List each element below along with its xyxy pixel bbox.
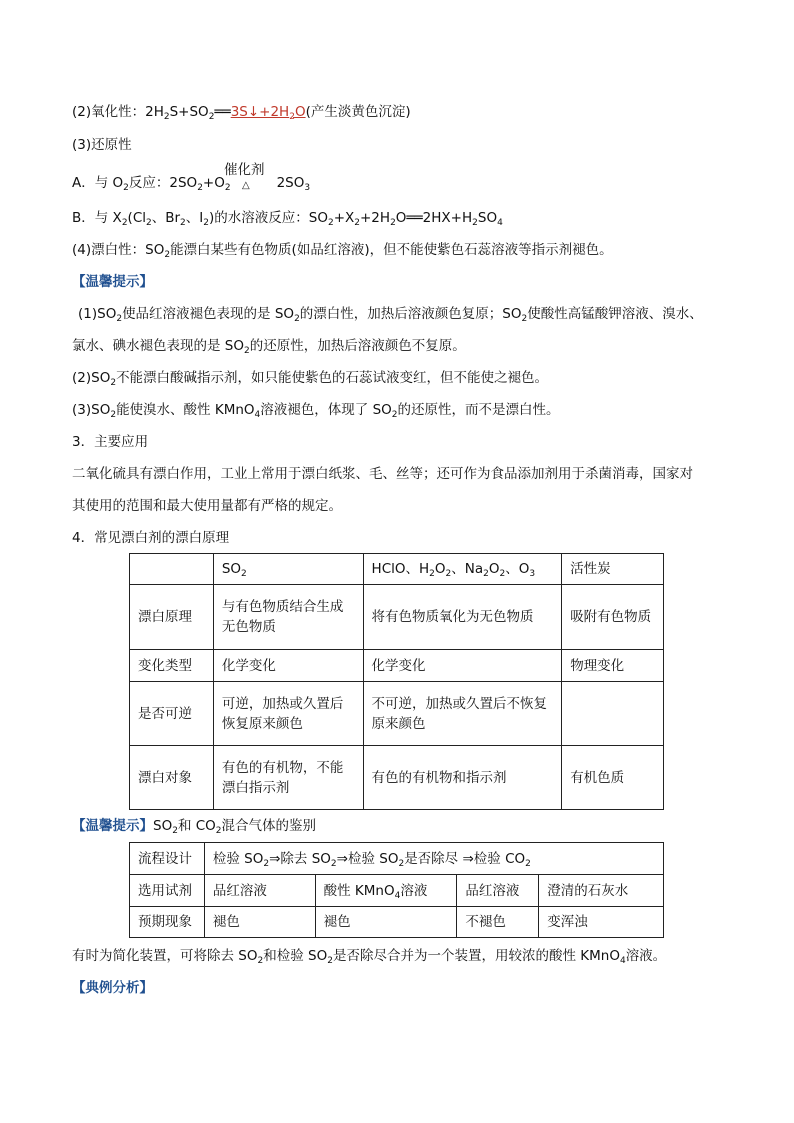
sub: 2: [472, 218, 478, 228]
table-cell: [130, 554, 214, 585]
sub: 2: [244, 346, 250, 356]
sub: 2: [327, 956, 333, 966]
text: 的漂白性，加热后溶液颜色复原；SO: [299, 306, 522, 322]
text: (4)漂白性：SO: [72, 242, 165, 258]
text: 使酸性高锰酸钾溶液、溴水、: [527, 306, 703, 322]
text: B．与 X: [72, 210, 122, 226]
table-row: [130, 907, 664, 938]
text: 的还原性，加热后溶液颜色不复原。: [249, 338, 466, 354]
table-cell: 与有色物质结合生成无色物质: [213, 585, 363, 650]
text: 和检验 SO: [263, 948, 328, 964]
sub: 2: [116, 314, 123, 324]
sub: 4: [254, 410, 261, 420]
text: S+SO: [169, 104, 209, 120]
text: 氯水、碘水褪色表现的是 SO: [72, 338, 244, 354]
sub: 2: [289, 112, 295, 122]
tip-heading-1: 【温馨提示】: [72, 274, 153, 290]
sub: 4: [619, 956, 626, 966]
table-row: [130, 554, 664, 585]
text: +2H: [360, 210, 391, 226]
table-cell: 漂白原理: [130, 585, 214, 650]
text: 溶液褪色，体现了 SO: [260, 402, 392, 418]
text: SO: [221, 561, 242, 577]
sub: 4: [497, 218, 503, 228]
text: 酸性 KMnO: [323, 882, 395, 899]
application-line-1: 二氧化硫具有漂白作用，工业上常用于漂白纸浆、毛、丝等；还可作为食品添加剂用于杀菌消毒，国家对: [72, 466, 693, 482]
text: 3S↓+2H: [230, 104, 290, 120]
table-cell: [204, 843, 663, 875]
sub: 2: [294, 314, 300, 324]
text: 是否除尽合并为一个装置，用较浓的酸性 KMnO: [332, 948, 620, 964]
table-cell: 品红溶液: [204, 875, 315, 907]
text: SO: [477, 210, 498, 226]
table-cell: 漂白对象: [130, 746, 214, 810]
text: 、Br: [151, 210, 181, 226]
sub: 2: [483, 569, 489, 579]
text: HClO、H: [371, 561, 430, 577]
sub: 2: [110, 410, 117, 420]
table-cell: 吸附有色物质: [562, 585, 664, 650]
table-cell: 有色的有机物，不能漂白指示剂: [213, 746, 363, 810]
text: O: [488, 561, 500, 577]
sub: 4: [394, 890, 401, 901]
sub: 2: [123, 183, 129, 193]
text: ⇒除去 SO: [269, 850, 331, 867]
text: ⇒检验 SO: [336, 850, 399, 867]
table-cell: 化学变化: [363, 650, 562, 682]
section-3-heading: 3．主要应用: [72, 434, 149, 450]
text: 、O: [505, 561, 530, 577]
table-cell: 变化类型: [130, 650, 214, 682]
sub: 2: [197, 183, 203, 193]
equals: ══: [214, 104, 231, 120]
sub: 2: [121, 218, 128, 228]
table-row: [130, 585, 664, 650]
table-cell: 物理变化: [562, 650, 664, 682]
table-cell: 澄清的石灰水: [539, 875, 664, 907]
reduction-heading: (3)还原性: [72, 137, 132, 153]
reaction-b-line: [72, 208, 503, 228]
tip1-line-2: [72, 336, 466, 356]
text: SO: [153, 818, 173, 834]
table-cell: 有色的有机物和指示剂: [363, 746, 562, 810]
sub: 2: [180, 218, 186, 228]
sub: 2: [521, 314, 528, 324]
text: 有时为简化装置，可将除去 SO: [72, 948, 258, 964]
tip-heading-2: 【温馨提示】: [72, 818, 153, 834]
bleaching-line: [72, 240, 613, 260]
sub: 2: [172, 826, 178, 836]
text: 检验 SO: [212, 850, 264, 867]
reaction-a-line: [72, 173, 310, 193]
text: 溶液。: [625, 948, 667, 964]
delta-symbol: △: [242, 180, 250, 191]
table-cell: 不可逆，加热或久置后不恢复原来颜色: [363, 682, 562, 746]
text: )的水溶液反应：SO: [209, 210, 328, 226]
sub: 2: [110, 378, 117, 388]
text: 、Na: [451, 561, 484, 577]
text: 混合气体的鉴别: [221, 818, 317, 834]
table-cell: 流程设计: [130, 843, 205, 875]
table-cell: 预期现象: [130, 907, 205, 938]
table-cell: 品红溶液: [457, 875, 539, 907]
text: 能使溴水、酸性 KMnO: [116, 402, 255, 418]
section-4-heading: 4．常见漂白剂的漂白原理: [72, 530, 230, 546]
table-header: [213, 554, 363, 585]
sub: 2: [163, 112, 170, 122]
text: (3)SO: [72, 402, 111, 418]
text: 不能漂白酸碱指示剂，如只能使紫色的石蕊试液变红，但不能使之褪色。: [116, 370, 549, 386]
text: (Cl: [127, 210, 146, 226]
text: (产生淡黄色沉淀): [305, 104, 411, 120]
text: O: [294, 104, 306, 120]
table-cell: 是否可逆: [130, 682, 214, 746]
text: 能漂白某些有色物质(如品红溶液)，但不能使紫色石蕊溶液等指示剂褪色。: [170, 242, 613, 258]
table-cell: 变浑浊: [539, 907, 664, 938]
text: 反应：2SO: [128, 175, 198, 191]
text: 溶液: [400, 882, 428, 899]
sub: 2: [164, 250, 171, 260]
text: +O: [202, 175, 225, 191]
tip1-line-3: [72, 368, 548, 388]
sub: 2: [241, 569, 247, 579]
sub: 2: [224, 183, 231, 193]
sub: 3: [304, 183, 311, 193]
table-header: 活性炭: [562, 554, 664, 585]
sub: 2: [499, 569, 506, 579]
table-cell: 褪色: [315, 907, 457, 938]
tip2-line: [72, 816, 316, 836]
table-cell: 褪色: [204, 907, 315, 938]
text: 的还原性，而不是漂白性。: [397, 402, 560, 418]
sub: 2: [257, 956, 264, 966]
sub: 2: [525, 858, 531, 869]
sub: 2: [391, 410, 398, 420]
table-cell: 将有色物质氧化为无色物质: [363, 585, 562, 650]
table-cell: 化学变化: [213, 650, 363, 682]
table-header: [363, 554, 562, 585]
identification-table: [129, 842, 664, 938]
sub: 2: [398, 858, 405, 869]
sub: 2: [390, 218, 396, 228]
table-row: [130, 650, 664, 682]
table-row: [130, 746, 664, 810]
application-line-2: 其使用的范围和最大使用量都有严格的规定。: [72, 498, 342, 514]
text: 使品红溶液褪色表现的是 SO: [122, 306, 295, 322]
text: (2)SO: [72, 370, 111, 386]
sub: 3: [529, 569, 536, 579]
table-cell: [315, 875, 457, 907]
sub: 2: [263, 858, 270, 869]
text: O══2HX+H: [395, 210, 473, 226]
table-cell: 选用试剂: [130, 875, 205, 907]
sub: 2: [146, 218, 152, 228]
text: 、I: [185, 210, 204, 226]
text: (2)氧化性：2H: [72, 104, 164, 120]
sub: 2: [208, 112, 215, 122]
text: 2SO: [276, 175, 305, 191]
oxidation-line: [72, 102, 411, 122]
sub: 2: [330, 858, 337, 869]
tip1-line-1: [78, 304, 703, 324]
text: +X: [333, 210, 355, 226]
tip1-line-4: [72, 400, 560, 420]
sub: 2: [327, 218, 334, 228]
sub: 2: [215, 826, 222, 836]
sub: 2: [354, 218, 360, 228]
catalyst-label: 催化剂: [224, 162, 265, 178]
sub: 2: [445, 569, 452, 579]
example-heading: 【典例分析】: [72, 980, 153, 996]
table-cell: 不褪色: [457, 907, 539, 938]
oxidation-product: [231, 104, 306, 120]
text: O: [434, 561, 446, 577]
table-cell: 有机色质: [562, 746, 664, 810]
table-cell: 可逆，加热或久置后恢复原来颜色: [213, 682, 363, 746]
text: 和 CO: [177, 818, 216, 834]
text: (1)SO: [78, 306, 117, 322]
sub: 2: [429, 569, 435, 579]
text: A．与 O: [72, 175, 124, 191]
table-row: [130, 843, 664, 875]
note-line: [72, 946, 666, 966]
table-cell: [562, 682, 664, 746]
table-row: [130, 682, 664, 746]
bleach-table: [129, 553, 664, 810]
table-row: [130, 875, 664, 907]
sub: 2: [203, 218, 209, 228]
text: 是否除尽 ⇒检验 CO: [404, 850, 526, 867]
